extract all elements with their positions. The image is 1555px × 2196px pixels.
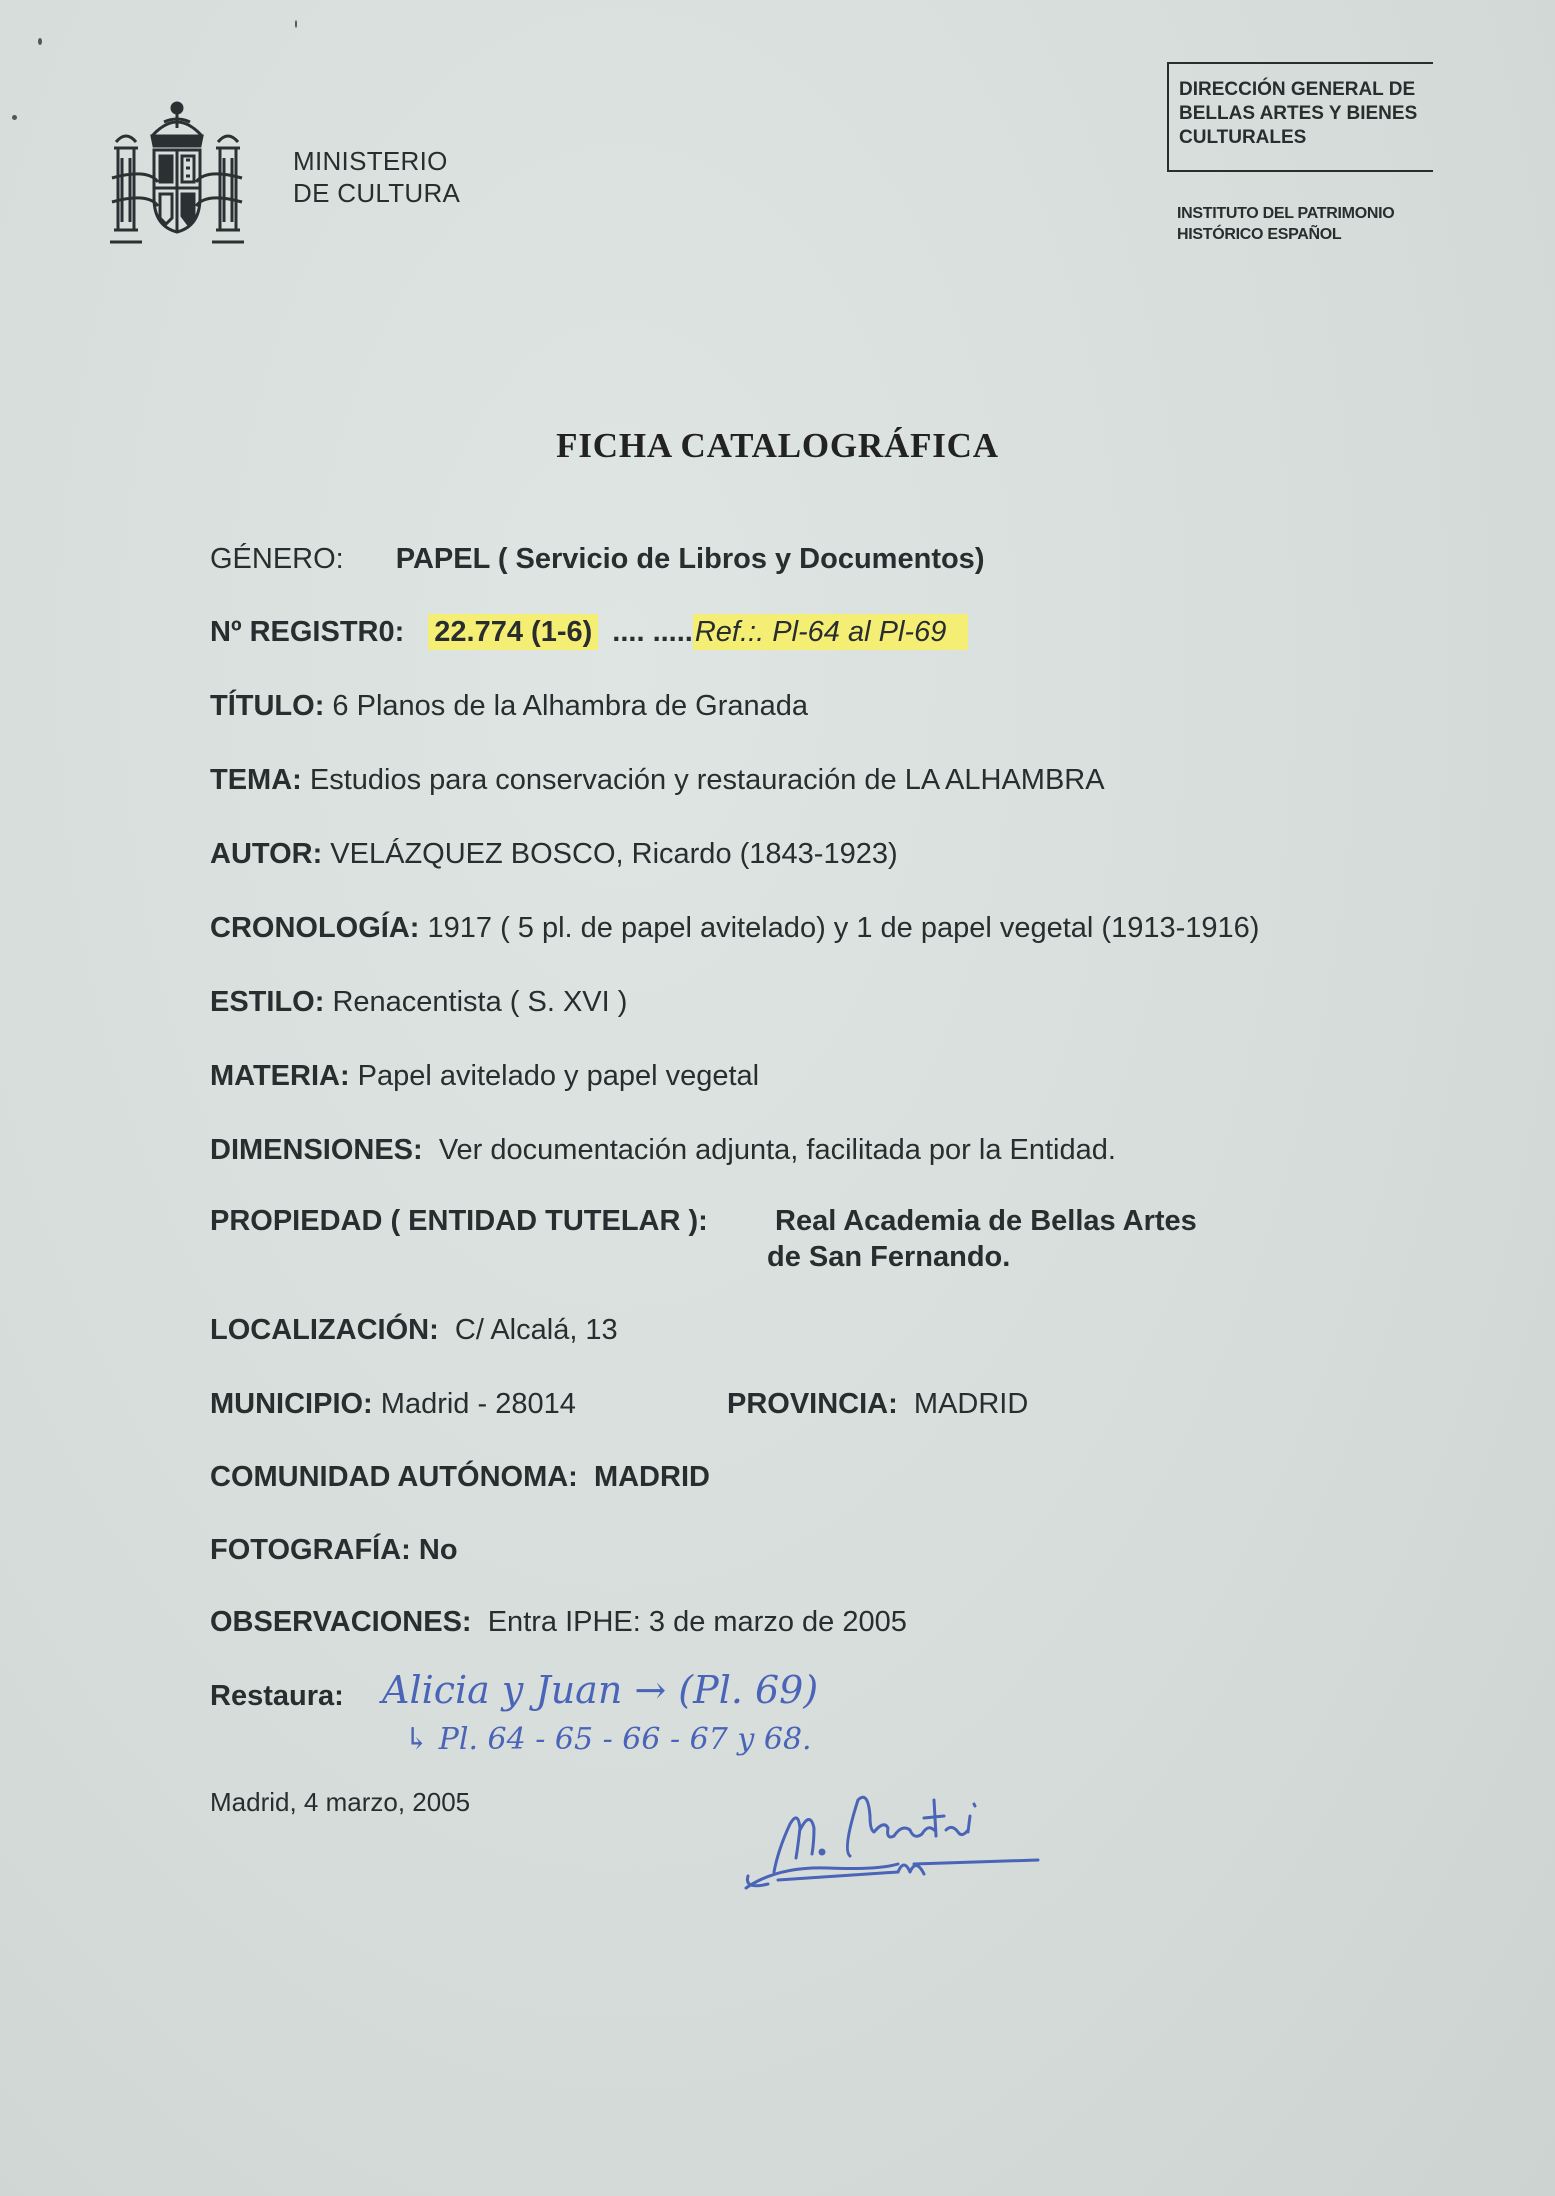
- field-label: CRONOLOGÍA:: [210, 912, 420, 944]
- handwritten-signature: [738, 1780, 1058, 1890]
- field-label: COMUNIDAD AUTÓNOMA:: [210, 1461, 578, 1493]
- highlighted-reference: [693, 614, 969, 650]
- field-value: PAPEL ( Servicio de Libros y Documentos): [395, 543, 985, 575]
- directorate-text: [1179, 78, 1417, 150]
- field-cronologia: [210, 912, 1259, 945]
- coat-of-arms-icon: [108, 98, 246, 246]
- field-municipio: [210, 1388, 576, 1421]
- field-titulo: [210, 690, 808, 723]
- field-label: PROVINCIA:: [727, 1388, 898, 1420]
- field-label: LOCALIZACIÓN:: [210, 1314, 439, 1346]
- field-value: Papel avitelado y papel vegetal: [357, 1060, 760, 1092]
- propiedad-value-line-2: de San Fernando.: [767, 1241, 1011, 1273]
- field-label: PROPIEDAD ( ENTIDAD TUTELAR ):: [210, 1205, 708, 1237]
- field-registro: [210, 616, 968, 649]
- institute-line-1: INSTITUTO DEL PATRIMONIO: [1177, 205, 1395, 222]
- handwritten-plates: ↳ Pl. 64 - 65 - 66 - 67 y 68.: [404, 1722, 812, 1757]
- directorate-line-1: DIRECCIÓN GENERAL DE: [1179, 79, 1416, 100]
- registro-dots: .... .....: [612, 616, 693, 648]
- field-label: ESTILO:: [210, 986, 325, 1018]
- paper-speck: [12, 115, 17, 120]
- field-label: Nº REGISTR0:: [210, 616, 405, 648]
- ministry-line-1: MINISTERIO: [293, 146, 448, 176]
- field-observaciones: [210, 1606, 907, 1639]
- document-title: FICHA CATALOGRÁFICA: [556, 426, 999, 465]
- field-estilo: [210, 986, 627, 1019]
- field-label: MATERIA:: [210, 1060, 350, 1092]
- field-value: MADRID: [593, 1461, 710, 1493]
- ministry-name: [293, 145, 460, 209]
- registro-number: 22.774 (1-6): [434, 616, 593, 648]
- field-value: C/ Alcalá, 13: [454, 1314, 618, 1346]
- field-propiedad: [210, 1205, 708, 1238]
- field-restaura-label: Restaura:: [210, 1680, 344, 1712]
- field-label: TEMA:: [210, 764, 302, 796]
- field-value: Estudios para conservación y restauración de LA ALHAMBRA: [309, 764, 1105, 796]
- field-value: Ver documentación adjunta, facilitada por la Entidad.: [438, 1134, 1116, 1166]
- field-comunidad: [210, 1461, 710, 1494]
- field-value: Madrid - 28014: [380, 1388, 576, 1420]
- document-date: Madrid, 4 marzo, 2005: [210, 1787, 471, 1817]
- field-value: Entra IPHE: 3 de marzo de 2005: [487, 1606, 907, 1638]
- field-label: OBSERVACIONES:: [210, 1606, 472, 1638]
- field-value: 1917 ( 5 pl. de papel avitelado) y 1 de papel vegetal (1913-1916): [427, 912, 1260, 944]
- field-autor: [210, 838, 898, 871]
- field-tema: [210, 764, 1105, 797]
- field-label: GÉNERO:: [210, 543, 344, 575]
- field-materia: [210, 1060, 759, 1093]
- institute-line-2: HISTÓRICO ESPAÑOL: [1177, 226, 1342, 243]
- institute-name: [1177, 203, 1394, 245]
- handwritten-restorers: Alicia y Juan → (Pl. 69): [382, 1668, 819, 1712]
- field-fotografia: [210, 1534, 458, 1567]
- directorate-line-3: CULTURALES: [1179, 127, 1307, 148]
- propiedad-value-line-1: Real Academia de Bellas Artes: [775, 1205, 1197, 1237]
- ministry-line-2: DE CULTURA: [293, 178, 461, 208]
- field-value: No: [418, 1534, 458, 1566]
- field-value: 6 Planos de la Alhambra de Granada: [332, 690, 809, 722]
- reference-value: Pl-64 al Pl-69: [772, 616, 947, 648]
- paper-speck: [295, 20, 297, 28]
- field-value: VELÁZQUEZ BOSCO, Ricardo (1843-1923): [330, 838, 898, 870]
- field-label: TÍTULO:: [210, 690, 325, 722]
- field-provincia: [727, 1388, 1028, 1421]
- highlighted-registro: [428, 614, 598, 650]
- field-label: FOTOGRAFÍA:: [210, 1534, 411, 1566]
- reference-label: Ref.:.: [694, 616, 765, 648]
- field-dimensiones: [210, 1134, 1116, 1167]
- field-localizacion: [210, 1314, 618, 1347]
- field-value: MADRID: [913, 1388, 1029, 1420]
- field-label: MUNICIPIO:: [210, 1388, 373, 1420]
- field-value: Renacentista ( S. XVI ): [332, 986, 628, 1018]
- field-label: DIMENSIONES:: [210, 1134, 423, 1166]
- paper-speck: [38, 38, 42, 45]
- directorate-line-2: BELLAS ARTES Y BIENES: [1179, 103, 1418, 124]
- field-label: AUTOR:: [210, 838, 323, 870]
- field-genero: [210, 543, 984, 576]
